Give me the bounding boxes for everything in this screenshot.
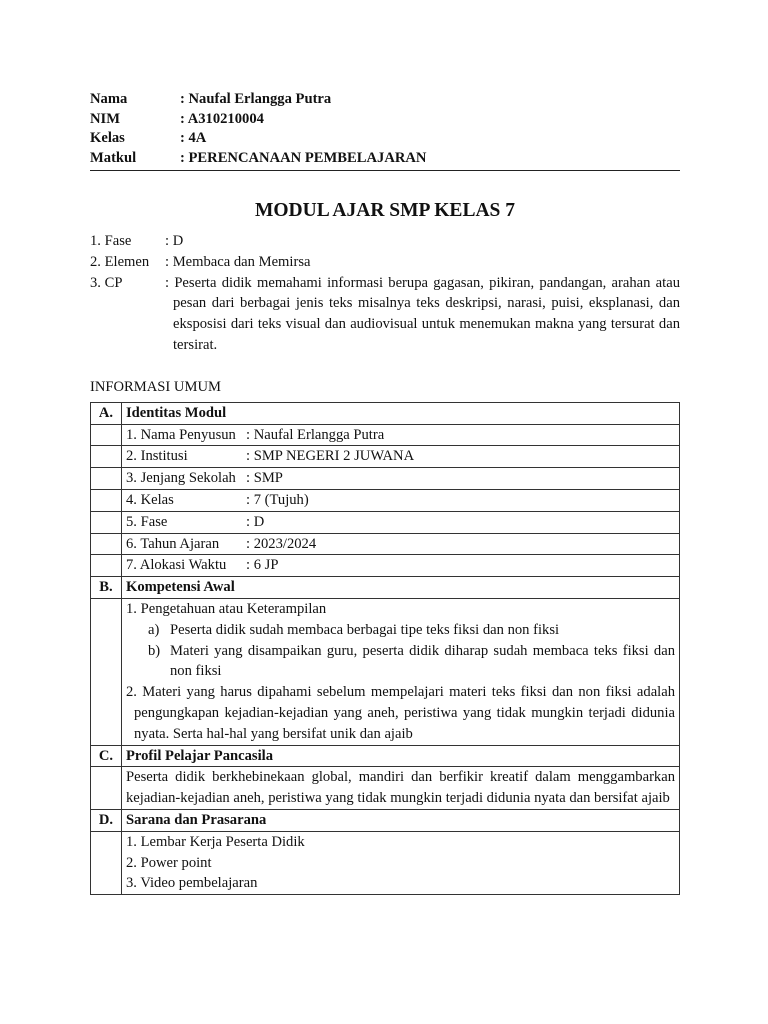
identity-key: 5. Fase — [126, 513, 168, 530]
competency-item: 1. Pengetahuan atau Keterampilan — [126, 600, 327, 617]
table-row — [91, 809, 680, 831]
header-divider — [90, 170, 680, 171]
subitem-marker: b) — [148, 642, 161, 659]
header-row-matkul — [90, 149, 680, 169]
empty-cell — [91, 511, 122, 533]
table-row — [91, 489, 680, 511]
empty-cell — [91, 446, 122, 468]
header-value: : PERENCANAAN PEMBELAJARAN — [180, 149, 427, 166]
section-letter: C. — [91, 745, 122, 767]
identity-value: : Naufal Erlangga Putra — [246, 426, 385, 443]
identity-row — [122, 489, 680, 511]
section-heading: Profil Pelajar Pancasila — [122, 745, 680, 767]
table-row — [91, 511, 680, 533]
meta-row-cp — [90, 273, 680, 356]
header-label: Kelas — [90, 130, 125, 146]
meta-row-fase — [90, 231, 680, 252]
meta-value: : D — [165, 233, 184, 249]
section-heading: Sarana dan Prasarana — [122, 809, 680, 831]
identity-row — [122, 533, 680, 555]
competency-subitem — [126, 620, 675, 641]
identity-value: : D — [246, 513, 265, 530]
competency-subitem — [126, 641, 675, 683]
section-letter: A. — [91, 402, 122, 424]
section-heading: Identitas Modul — [122, 402, 680, 424]
subitem-text: Peserta didik sudah membaca berbagai tipe teks fiksi dan non fiksi — [170, 621, 560, 638]
section-letter: D. — [91, 809, 122, 831]
profile-text: Peserta didik berkhebinekaan global, mandiri dan berfikir kreatif dalam menggambarkan kejadian-kejadian aneh, peristiwa yang tidak mungkin terjadi didunia nyata dan bersifat ajaib — [122, 767, 680, 810]
table-row — [91, 446, 680, 468]
empty-cell — [91, 533, 122, 555]
table-row — [91, 533, 680, 555]
identity-value: : 7 (Tujuh) — [246, 491, 309, 508]
header-label: Nama — [90, 91, 128, 107]
table-row — [91, 555, 680, 577]
module-info-table — [90, 402, 680, 895]
meta-label: 2. Elemen — [90, 253, 150, 270]
competency-content — [122, 598, 680, 745]
identity-key: 2. Institusi — [126, 448, 188, 465]
facilities-list — [122, 831, 680, 894]
identity-value: : SMP — [246, 470, 283, 487]
empty-cell — [91, 831, 122, 894]
section-letter: B. — [91, 577, 122, 599]
table-row — [91, 468, 680, 490]
identity-key: 6. Tahun Ajaran — [126, 535, 220, 552]
table-row — [91, 767, 680, 810]
identity-row — [122, 511, 680, 533]
identity-row — [122, 424, 680, 446]
identity-key: 7. Alokasi Waktu — [126, 557, 227, 574]
header-value: : 4A — [180, 130, 207, 146]
table-row — [91, 402, 680, 424]
subitem-text: Materi yang disampaikan guru, peserta didik diharap sudah membaca teks fiksi dan non fiksi — [170, 642, 675, 680]
identity-value: : 2023/2024 — [246, 535, 317, 552]
list-item: 2. Power point — [126, 854, 212, 871]
subitem-marker: a) — [148, 621, 160, 638]
table-row — [91, 577, 680, 599]
list-item: 1. Lembar Kerja Peserta Didik — [126, 833, 305, 850]
identity-value: : SMP NEGERI 2 JUWANA — [246, 448, 415, 465]
table-row — [91, 424, 680, 446]
empty-cell — [91, 468, 122, 490]
header-row-nim — [90, 110, 680, 130]
empty-cell — [91, 598, 122, 745]
meta-label: 1. Fase — [90, 233, 132, 249]
identity-key: 4. Kelas — [126, 491, 174, 508]
meta-label: 3. CP — [90, 274, 123, 291]
identity-value: : 6 JP — [246, 557, 279, 574]
section-heading: Kompetensi Awal — [122, 577, 680, 599]
meta-value: : Membaca dan Memirsa — [165, 253, 311, 270]
table-row — [91, 831, 680, 894]
module-meta — [90, 231, 680, 356]
student-header — [90, 90, 680, 171]
header-row-nama — [90, 90, 680, 110]
header-value: : A310210004 — [180, 110, 264, 127]
competency-item: 2. Materi yang harus dipahami sebelum mempelajari materi teks fiksi dan non fiksi adalah pengungkapan kejadian-kejadian yang aneh, peristiwa yang tidak mungkin terjadi didunia nyata. Serta hal-hal yang bersifat unik dan ajaib — [126, 684, 675, 742]
header-label: Matkul — [90, 149, 137, 166]
identity-row — [122, 468, 680, 490]
identity-row — [122, 555, 680, 577]
header-row-kelas — [90, 129, 680, 149]
table-row — [91, 745, 680, 767]
identity-row — [122, 446, 680, 468]
document-title: MODUL AJAR SMP KELAS 7 — [254, 200, 516, 221]
header-value: : Naufal Erlangga Putra — [180, 91, 332, 107]
identity-key: 1. Nama Penyusun — [126, 426, 236, 443]
identity-key: 3. Jenjang Sekolah — [126, 470, 236, 487]
table-row — [91, 598, 680, 745]
list-item: 3. Video pembelajaran — [126, 875, 258, 892]
meta-row-elemen — [90, 252, 680, 273]
header-label: NIM — [90, 110, 120, 127]
section-title: INFORMASI UMUM — [90, 378, 221, 395]
empty-cell — [91, 424, 122, 446]
empty-cell — [91, 489, 122, 511]
cp-text: : Peserta didik memahami informasi berupa gagasan, pikiran, pandangan, arahan atau pesan dari berbagai jenis teks misalnya teks deskripsi, narasi, puisi, eksplanasi, dan eksposisi dari teks visual dan audiovisual untuk menemukan makna yang tersurat dan tersirat. — [165, 274, 680, 353]
document-page — [90, 90, 680, 895]
empty-cell — [91, 555, 122, 577]
empty-cell — [91, 767, 122, 810]
